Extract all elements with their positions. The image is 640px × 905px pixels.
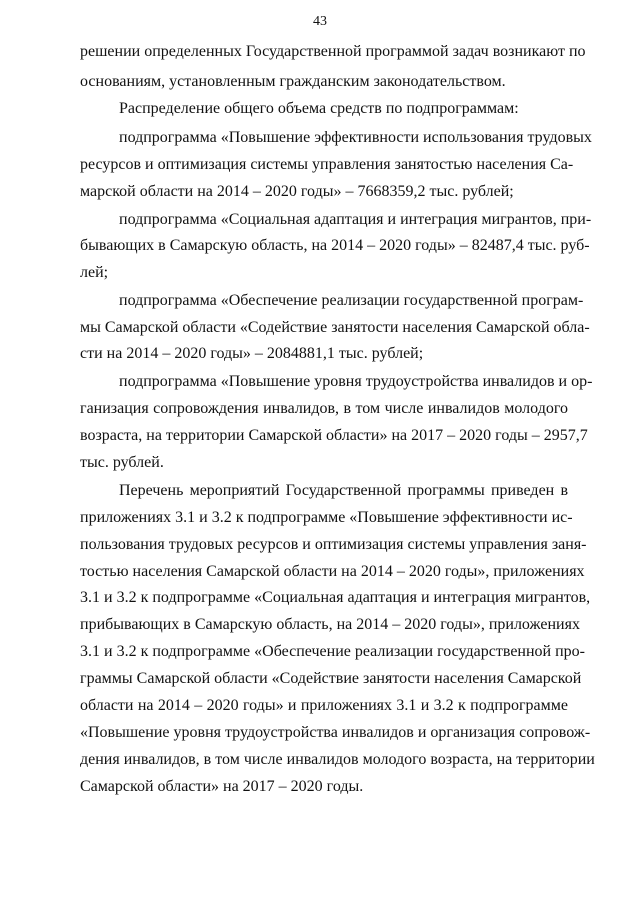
- paragraph-line-19: пользования трудовых ресурсов и оптимизация системы управления заня-: [80, 536, 587, 553]
- paragraph-line-18: приложениях 3.1 и 3.2 к подпрограмме «Повышение эффективности ис-: [80, 509, 573, 526]
- paragraph-line-6: марской области на 2014 – 2020 годы» – 7668359,2 тыс. рублей;: [80, 183, 514, 200]
- paragraph-line-21: 3.1 и 3.2 к подпрограмме «Социальная адаптация и интеграция мигрантов,: [80, 589, 591, 606]
- paragraph-line-27: дения инвалидов, в том числе инвалидов молодого возраста, на территории: [80, 751, 595, 768]
- paragraph-line-13: подпрограмма «Повышение уровня трудоустройства инвалидов и ор-: [119, 373, 593, 390]
- paragraph-line-28: Самарской области» на 2017 – 2020 годы.: [80, 778, 364, 795]
- paragraph-line-20: тостью населения Самарской области на 2014 – 2020 годы», приложениях: [80, 563, 585, 580]
- paragraph-line-5: ресурсов и оптимизация системы управления занятостью населения Са-: [80, 156, 574, 173]
- paragraph-line-1: решении определенных Государственной программой задач возникают по: [80, 43, 586, 60]
- paragraph-line-25: области на 2014 – 2020 годы» и приложениях 3.1 и 3.2 к подпрограмме: [80, 697, 568, 714]
- paragraph-line-9: лей;: [80, 264, 109, 281]
- paragraph-line-10: подпрограмма «Обеспечение реализации государственной програм-: [119, 292, 584, 309]
- paragraph-line-2: основаниям, установленным гражданским законодательством.: [80, 73, 506, 90]
- paragraph-line-24: граммы Самарской области «Содействие занятости населения Самарской: [80, 670, 582, 687]
- paragraph-line-8: бывающих в Самарскую область, на 2014 – 2020 годы» – 82487,4 тыс. руб-: [80, 237, 590, 254]
- paragraph-line-4: подпрограмма «Повышение эффективности использования трудовых: [119, 129, 592, 146]
- paragraph-line-14: ганизация сопровождения инвалидов, в том числе инвалидов молодого: [80, 400, 568, 417]
- paragraph-line-15: возраста, на территории Самарской области» на 2017 – 2020 годы – 2957,7: [80, 427, 588, 444]
- paragraph-line-22: прибывающих в Самарскую область, на 2014 – 2020 годы», приложениях: [80, 616, 580, 633]
- paragraph-line-12: сти на 2014 – 2020 годы» – 2084881,1 тыс. рублей;: [80, 345, 424, 362]
- paragraph-line-17: Перечень мероприятий Государственной программы приведен в: [119, 482, 568, 499]
- page-number: 43: [313, 14, 327, 29]
- paragraph-line-7: подпрограмма «Социальная адаптация и интеграция мигрантов, при-: [119, 211, 592, 228]
- paragraph-line-23: 3.1 и 3.2 к подпрограмме «Обеспечение реализации государственной про-: [80, 643, 585, 660]
- paragraph-line-26: «Повышение уровня трудоустройства инвалидов и организация сопровож-: [80, 724, 591, 741]
- paragraph-line-11: мы Самарской области «Содействие занятости населения Самарской обла-: [80, 319, 590, 336]
- paragraph-line-3: Распределение общего объема средств по подпрограммам:: [119, 100, 519, 117]
- paragraph-line-16: тыс. рублей.: [80, 454, 164, 471]
